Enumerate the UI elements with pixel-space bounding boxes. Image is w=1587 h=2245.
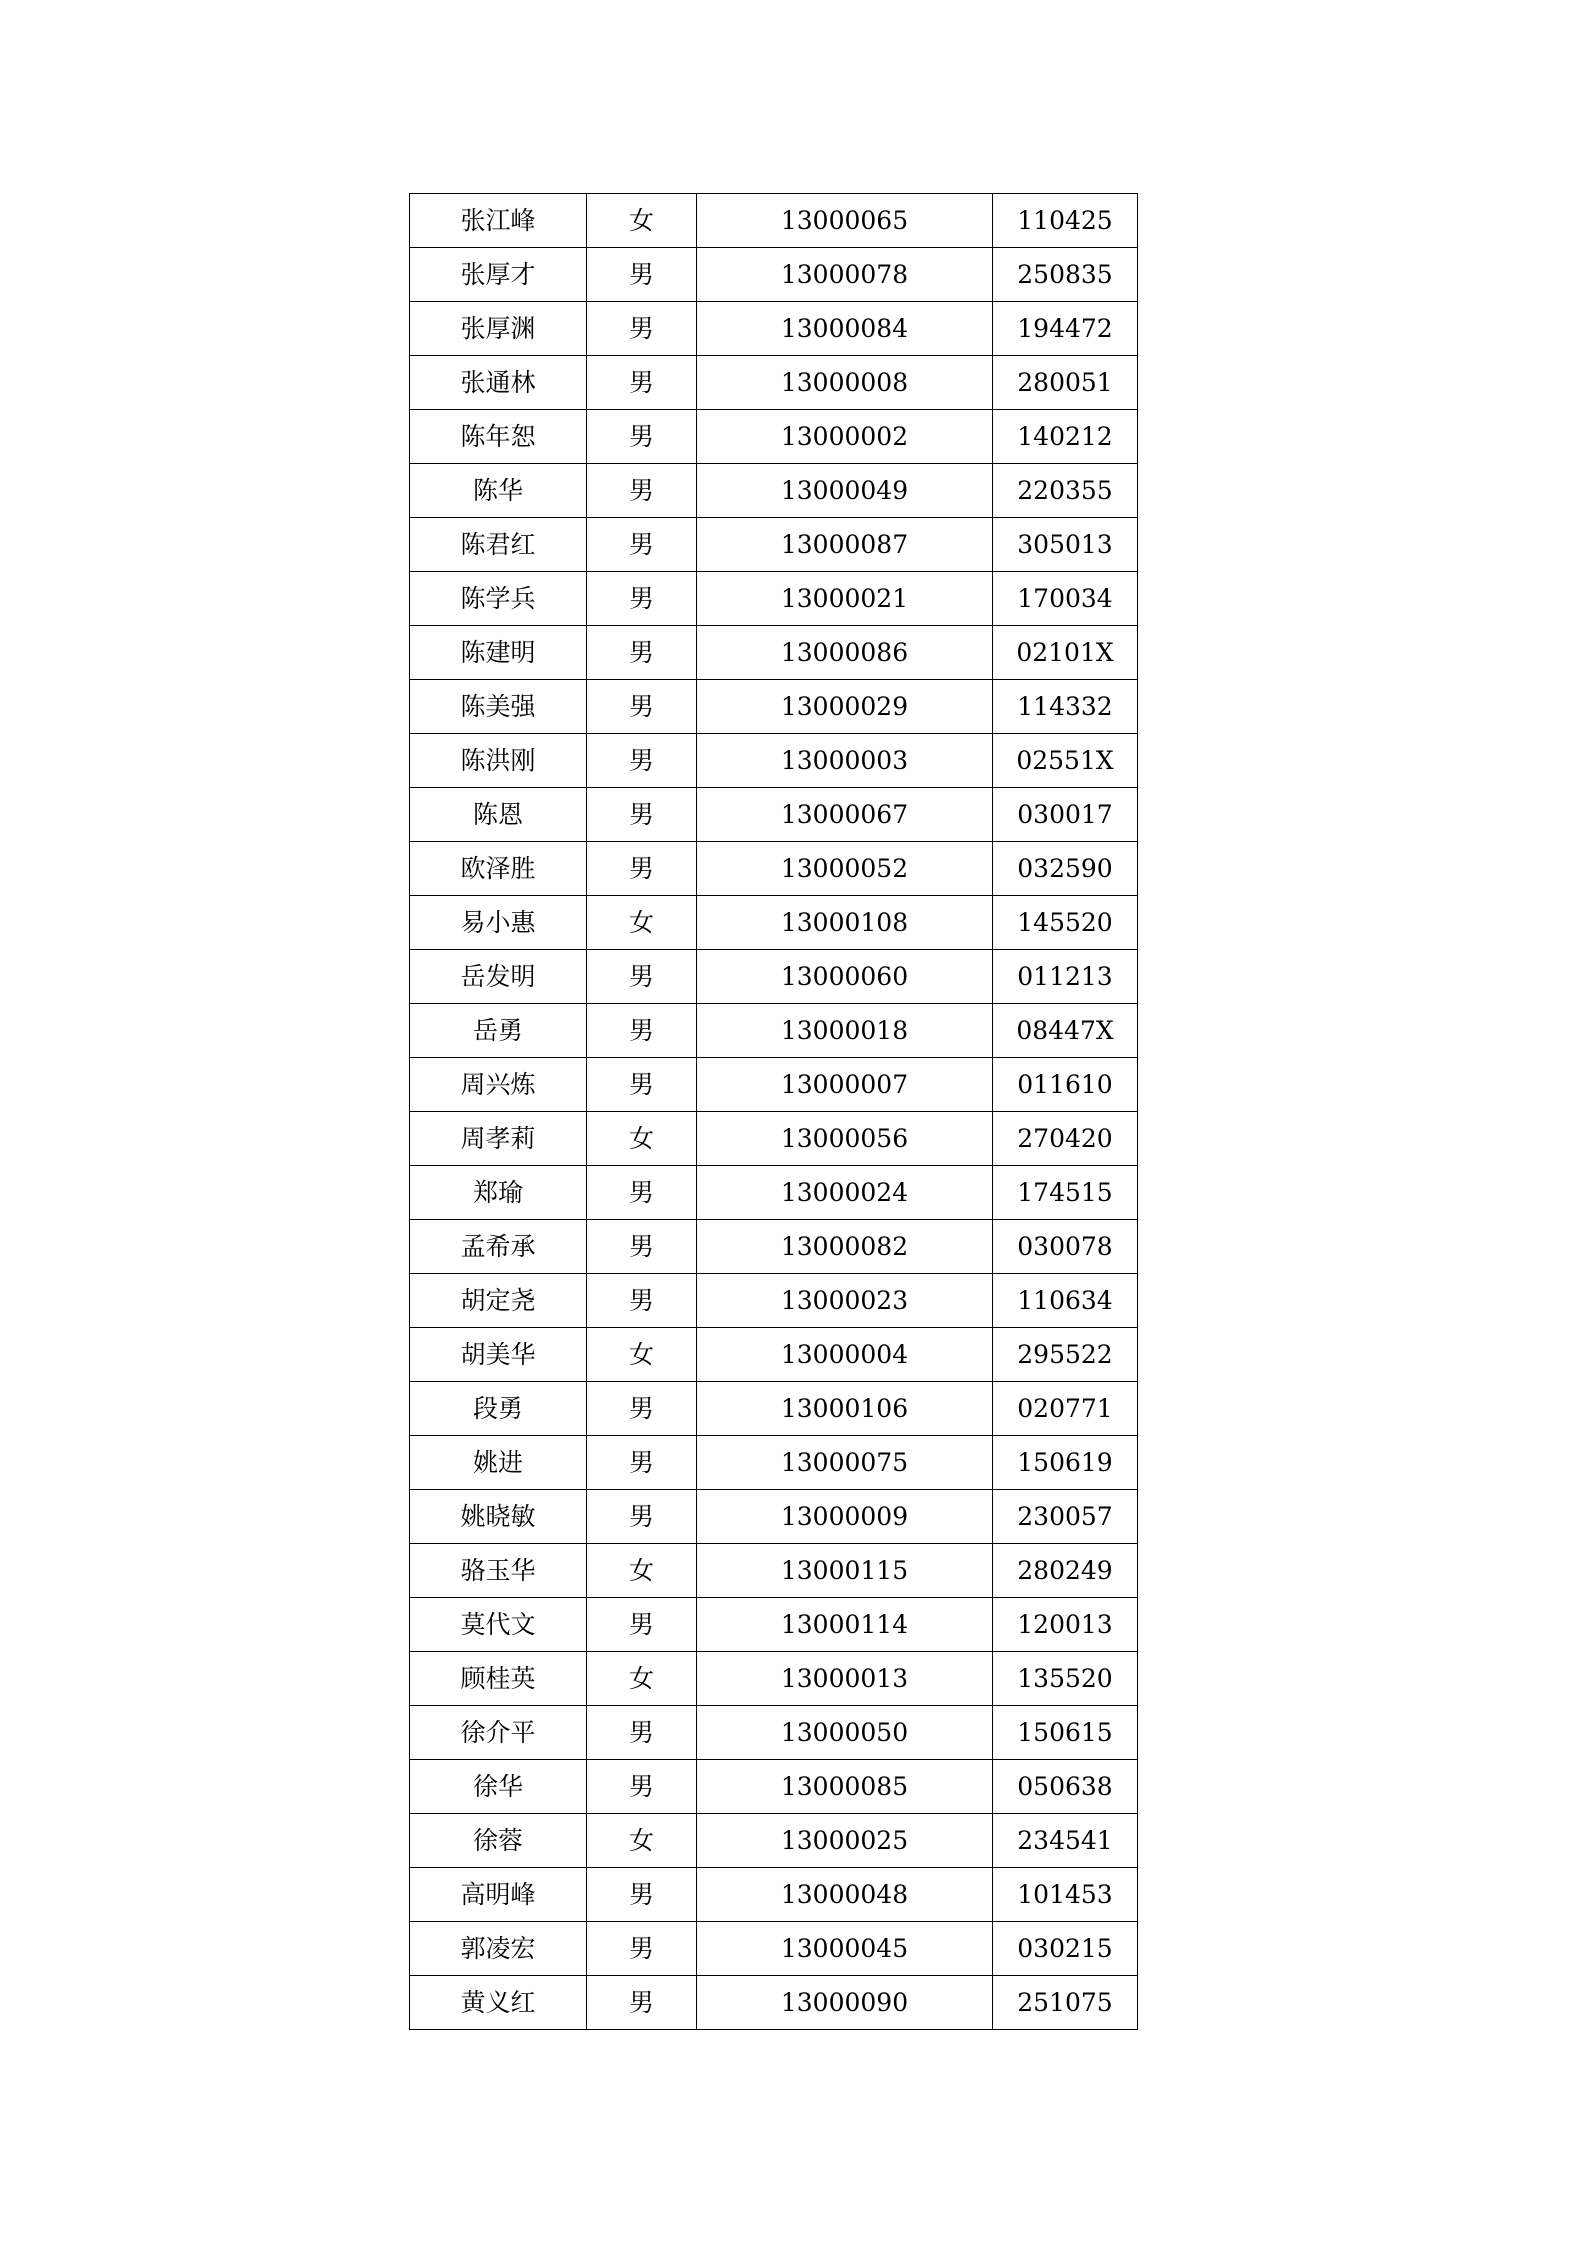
name-cell: 周兴炼 <box>410 1058 587 1112</box>
table-row <box>410 464 1138 518</box>
table-row <box>410 1112 1138 1166</box>
name-cell: 胡美华 <box>410 1328 587 1382</box>
code-cell: 032590 <box>993 842 1138 896</box>
code-cell: 230057 <box>993 1490 1138 1544</box>
name-cell: 顾桂英 <box>410 1652 587 1706</box>
table-row <box>410 1868 1138 1922</box>
id-number-cell: 13000004 <box>697 1328 993 1382</box>
name-cell: 陈君红 <box>410 518 587 572</box>
table-row <box>410 410 1138 464</box>
table-row <box>410 1328 1138 1382</box>
code-cell: 020771 <box>993 1382 1138 1436</box>
gender-cell: 男 <box>587 1436 697 1490</box>
table-row <box>410 1814 1138 1868</box>
id-number-cell: 13000087 <box>697 518 993 572</box>
id-number-cell: 13000052 <box>697 842 993 896</box>
name-cell: 张厚才 <box>410 248 587 302</box>
gender-cell: 男 <box>587 1220 697 1274</box>
table-row <box>410 1598 1138 1652</box>
name-cell: 易小惠 <box>410 896 587 950</box>
id-number-cell: 13000025 <box>697 1814 993 1868</box>
id-number-cell: 13000009 <box>697 1490 993 1544</box>
id-number-cell: 13000048 <box>697 1868 993 1922</box>
name-cell: 孟希承 <box>410 1220 587 1274</box>
id-number-cell: 13000049 <box>697 464 993 518</box>
table-row <box>410 1436 1138 1490</box>
code-cell: 02101X <box>993 626 1138 680</box>
name-cell: 陈恩 <box>410 788 587 842</box>
table-row <box>410 1976 1138 2030</box>
gender-cell: 女 <box>587 1652 697 1706</box>
gender-cell: 男 <box>587 1166 697 1220</box>
gender-cell: 男 <box>587 950 697 1004</box>
name-cell: 郭凌宏 <box>410 1922 587 1976</box>
gender-cell: 女 <box>587 896 697 950</box>
id-number-cell: 13000086 <box>697 626 993 680</box>
gender-cell: 男 <box>587 680 697 734</box>
id-number-cell: 13000045 <box>697 1922 993 1976</box>
id-number-cell: 13000084 <box>697 302 993 356</box>
name-cell: 骆玉华 <box>410 1544 587 1598</box>
id-number-cell: 13000050 <box>697 1706 993 1760</box>
name-cell: 岳勇 <box>410 1004 587 1058</box>
id-number-cell: 13000029 <box>697 680 993 734</box>
gender-cell: 男 <box>587 464 697 518</box>
code-cell: 295522 <box>993 1328 1138 1382</box>
gender-cell: 男 <box>587 626 697 680</box>
name-cell: 姚晓敏 <box>410 1490 587 1544</box>
name-cell: 徐介平 <box>410 1706 587 1760</box>
name-cell: 高明峰 <box>410 1868 587 1922</box>
id-number-cell: 13000115 <box>697 1544 993 1598</box>
id-number-cell: 13000024 <box>697 1166 993 1220</box>
table-row <box>410 1652 1138 1706</box>
table-row <box>410 1004 1138 1058</box>
name-cell: 张通林 <box>410 356 587 410</box>
gender-cell: 男 <box>587 1976 697 2030</box>
id-number-cell: 13000002 <box>697 410 993 464</box>
name-cell: 胡定尧 <box>410 1274 587 1328</box>
name-cell: 段勇 <box>410 1382 587 1436</box>
code-cell: 174515 <box>993 1166 1138 1220</box>
code-cell: 280051 <box>993 356 1138 410</box>
table-row <box>410 1220 1138 1274</box>
code-cell: 140212 <box>993 410 1138 464</box>
table-row <box>410 1544 1138 1598</box>
code-cell: 08447X <box>993 1004 1138 1058</box>
gender-cell: 男 <box>587 1058 697 1112</box>
table-row <box>410 1058 1138 1112</box>
gender-cell: 女 <box>587 1328 697 1382</box>
id-number-cell: 13000008 <box>697 356 993 410</box>
code-cell: 170034 <box>993 572 1138 626</box>
table-row <box>410 572 1138 626</box>
code-cell: 150619 <box>993 1436 1138 1490</box>
table-row <box>410 680 1138 734</box>
code-cell: 251075 <box>993 1976 1138 2030</box>
gender-cell: 女 <box>587 1112 697 1166</box>
id-number-cell: 13000085 <box>697 1760 993 1814</box>
table-row <box>410 1922 1138 1976</box>
code-cell: 114332 <box>993 680 1138 734</box>
gender-cell: 男 <box>587 1922 697 1976</box>
id-number-cell: 13000075 <box>697 1436 993 1490</box>
name-cell: 张江峰 <box>410 194 587 248</box>
table-row <box>410 1274 1138 1328</box>
name-cell: 郑瑜 <box>410 1166 587 1220</box>
id-number-cell: 13000106 <box>697 1382 993 1436</box>
code-cell: 011610 <box>993 1058 1138 1112</box>
name-cell: 陈洪刚 <box>410 734 587 788</box>
table-row <box>410 626 1138 680</box>
name-cell: 陈学兵 <box>410 572 587 626</box>
code-cell: 030017 <box>993 788 1138 842</box>
code-cell: 110425 <box>993 194 1138 248</box>
id-number-cell: 13000090 <box>697 1976 993 2030</box>
gender-cell: 男 <box>587 734 697 788</box>
name-cell: 张厚渊 <box>410 302 587 356</box>
gender-cell: 男 <box>587 1382 697 1436</box>
name-cell: 陈建明 <box>410 626 587 680</box>
id-number-cell: 13000056 <box>697 1112 993 1166</box>
code-cell: 305013 <box>993 518 1138 572</box>
gender-cell: 男 <box>587 356 697 410</box>
gender-cell: 女 <box>587 1814 697 1868</box>
table-row <box>410 518 1138 572</box>
id-number-cell: 13000023 <box>697 1274 993 1328</box>
gender-cell: 男 <box>587 572 697 626</box>
gender-cell: 男 <box>587 1868 697 1922</box>
id-number-cell: 13000060 <box>697 950 993 1004</box>
table-row <box>410 950 1138 1004</box>
table-row <box>410 356 1138 410</box>
code-cell: 280249 <box>993 1544 1138 1598</box>
code-cell: 030215 <box>993 1922 1138 1976</box>
code-cell: 120013 <box>993 1598 1138 1652</box>
name-cell: 徐蓉 <box>410 1814 587 1868</box>
code-cell: 234541 <box>993 1814 1138 1868</box>
gender-cell: 男 <box>587 1274 697 1328</box>
table-row <box>410 1490 1138 1544</box>
id-number-cell: 13000114 <box>697 1598 993 1652</box>
id-number-cell: 13000082 <box>697 1220 993 1274</box>
code-cell: 011213 <box>993 950 1138 1004</box>
id-number-cell: 13000007 <box>697 1058 993 1112</box>
code-cell: 101453 <box>993 1868 1138 1922</box>
name-cell: 姚进 <box>410 1436 587 1490</box>
name-cell: 徐华 <box>410 1760 587 1814</box>
name-cell: 陈美强 <box>410 680 587 734</box>
id-number-cell: 13000108 <box>697 896 993 950</box>
code-cell: 150615 <box>993 1706 1138 1760</box>
gender-cell: 男 <box>587 302 697 356</box>
name-cell: 欧泽胜 <box>410 842 587 896</box>
name-cell: 周孝莉 <box>410 1112 587 1166</box>
table-row <box>410 302 1138 356</box>
gender-cell: 男 <box>587 1490 697 1544</box>
table-row <box>410 842 1138 896</box>
code-cell: 135520 <box>993 1652 1138 1706</box>
code-cell: 270420 <box>993 1112 1138 1166</box>
table-row <box>410 788 1138 842</box>
id-number-cell: 13000065 <box>697 194 993 248</box>
gender-cell: 男 <box>587 1598 697 1652</box>
gender-cell: 男 <box>587 788 697 842</box>
code-cell: 050638 <box>993 1760 1138 1814</box>
code-cell: 030078 <box>993 1220 1138 1274</box>
code-cell: 250835 <box>993 248 1138 302</box>
id-number-cell: 13000067 <box>697 788 993 842</box>
name-cell: 黄义红 <box>410 1976 587 2030</box>
gender-cell: 男 <box>587 1706 697 1760</box>
code-cell: 145520 <box>993 896 1138 950</box>
table-row <box>410 1706 1138 1760</box>
gender-cell: 男 <box>587 248 697 302</box>
code-cell: 110634 <box>993 1274 1138 1328</box>
id-number-cell: 13000021 <box>697 572 993 626</box>
code-cell: 220355 <box>993 464 1138 518</box>
name-cell: 莫代文 <box>410 1598 587 1652</box>
table-row <box>410 194 1138 248</box>
id-number-cell: 13000003 <box>697 734 993 788</box>
gender-cell: 男 <box>587 1760 697 1814</box>
id-number-cell: 13000078 <box>697 248 993 302</box>
code-cell: 194472 <box>993 302 1138 356</box>
gender-cell: 男 <box>587 518 697 572</box>
gender-cell: 女 <box>587 194 697 248</box>
table-row <box>410 248 1138 302</box>
roster-table <box>409 193 1138 2030</box>
code-cell: 02551X <box>993 734 1138 788</box>
id-number-cell: 13000018 <box>697 1004 993 1058</box>
id-number-cell: 13000013 <box>697 1652 993 1706</box>
table-row <box>410 1760 1138 1814</box>
name-cell: 陈年恕 <box>410 410 587 464</box>
gender-cell: 女 <box>587 1544 697 1598</box>
gender-cell: 男 <box>587 410 697 464</box>
gender-cell: 男 <box>587 842 697 896</box>
gender-cell: 男 <box>587 1004 697 1058</box>
name-cell: 陈华 <box>410 464 587 518</box>
name-cell: 岳发明 <box>410 950 587 1004</box>
table-row <box>410 1382 1138 1436</box>
table-row <box>410 896 1138 950</box>
roster-table-body <box>410 194 1138 2030</box>
table-row <box>410 734 1138 788</box>
table-row <box>410 1166 1138 1220</box>
